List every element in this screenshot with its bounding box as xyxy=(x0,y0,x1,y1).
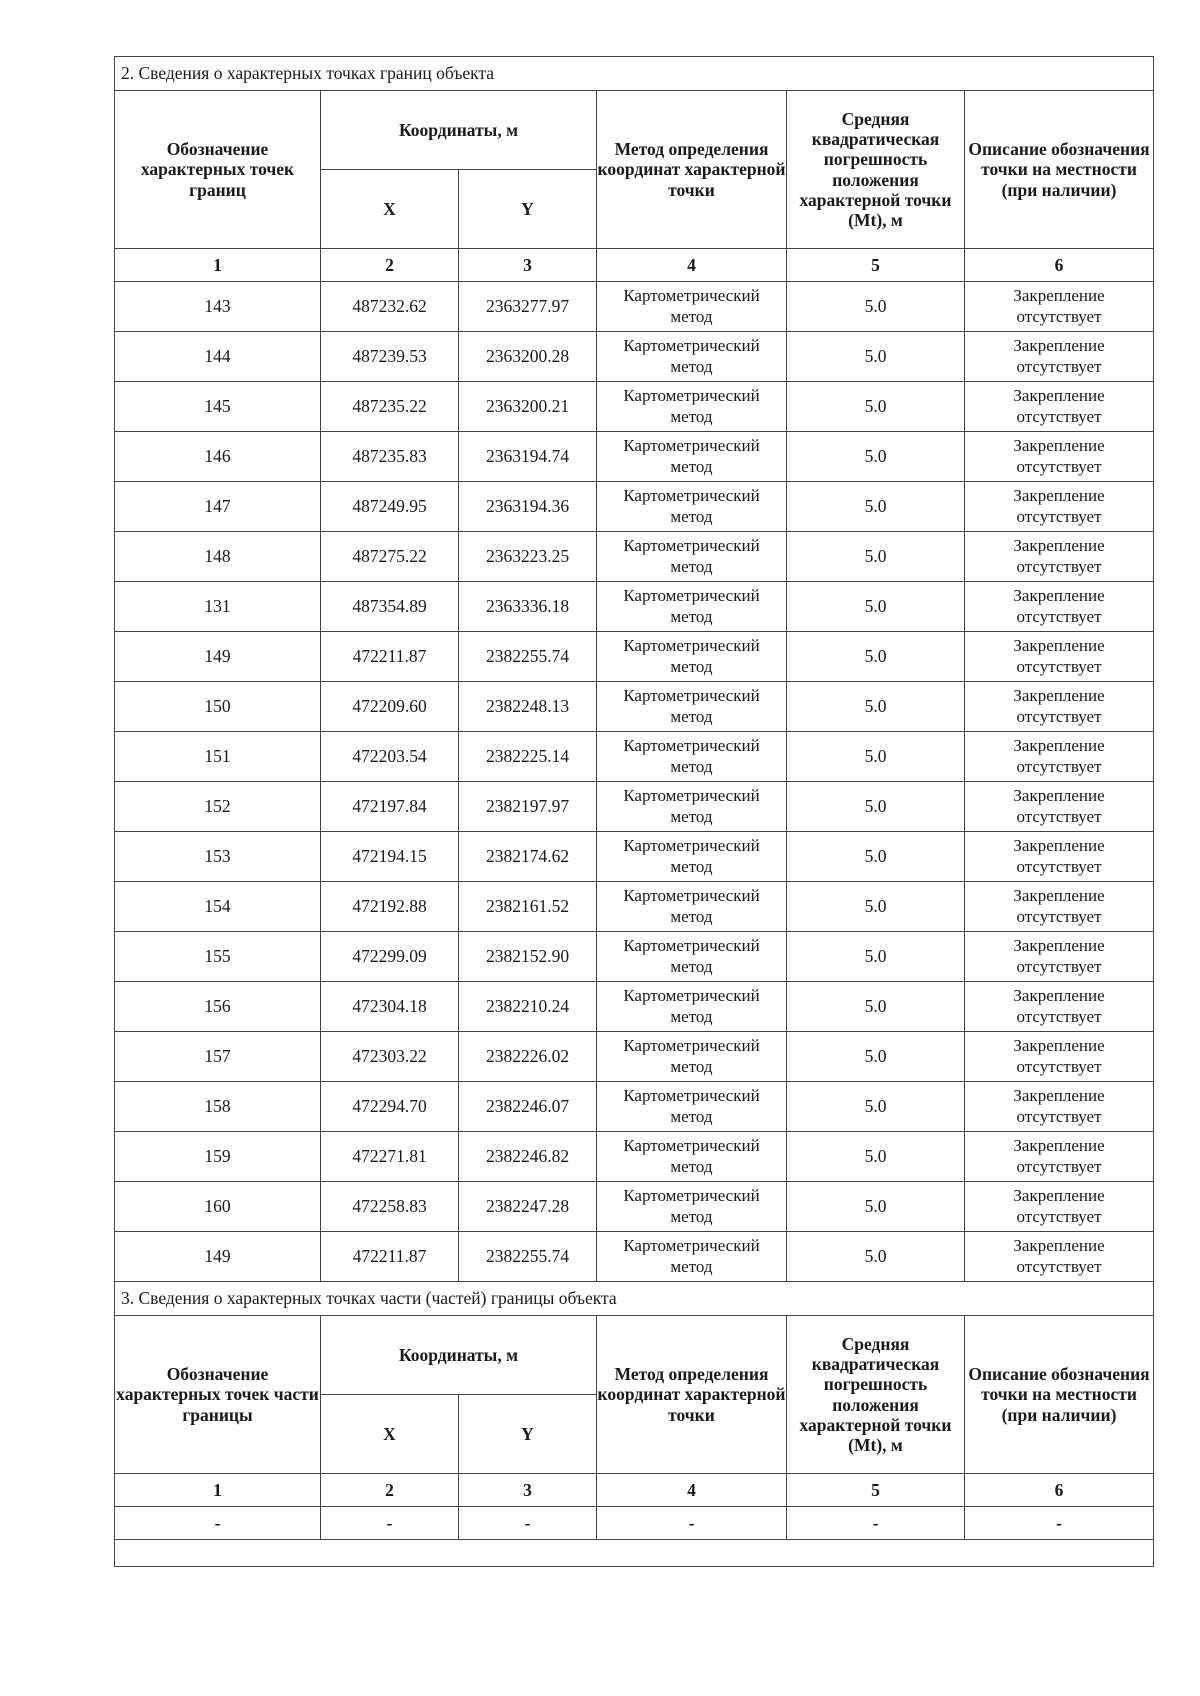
method-cell-line: метод xyxy=(670,306,713,326)
method-cell-line: метод xyxy=(670,356,713,376)
header-accuracy: Средняя квадратическая погрешность положения характерной точки (Mt), м xyxy=(787,1316,965,1474)
coord-y-cell: 2382152.90 xyxy=(459,932,597,982)
header-y: Y xyxy=(459,1395,597,1474)
accuracy-cell: 5.0 xyxy=(787,782,965,832)
point-number-cell: 160 xyxy=(115,1182,321,1232)
coord-y-cell: 2363200.21 xyxy=(459,382,597,432)
header-designation: Обозначение характерных точек части границы xyxy=(115,1316,321,1474)
method-cell-line: Картометрический xyxy=(623,1136,760,1156)
coord-x-cell: 472303.22 xyxy=(321,1032,459,1082)
coord-x-cell: 487235.22 xyxy=(321,382,459,432)
coord-y-cell: 2382246.07 xyxy=(459,1082,597,1132)
method-cell-line: метод xyxy=(670,1006,713,1026)
coord-y-cell: 2382161.52 xyxy=(459,882,597,932)
description-cell-line: отсутствует xyxy=(1016,406,1102,426)
header-method: Метод определения координат характерной точки xyxy=(597,91,787,249)
column-number: 2 xyxy=(321,1474,459,1507)
method-cell xyxy=(597,1232,787,1282)
accuracy-cell: 5.0 xyxy=(787,382,965,432)
header-x: X xyxy=(321,170,459,249)
description-cell-line: отсутствует xyxy=(1016,1256,1102,1276)
method-cell xyxy=(597,732,787,782)
description-cell-line: отсутствует xyxy=(1016,1056,1102,1076)
description-cell-line: отсутствует xyxy=(1016,556,1102,576)
method-cell xyxy=(597,1082,787,1132)
method-cell xyxy=(597,432,787,482)
method-cell-line: метод xyxy=(670,706,713,726)
method-cell-line: метод xyxy=(670,1156,713,1176)
method-cell xyxy=(597,582,787,632)
accuracy-cell: 5.0 xyxy=(787,482,965,532)
empty-cell: - xyxy=(787,1507,965,1540)
method-cell xyxy=(597,682,787,732)
description-cell-line: Закрепление xyxy=(1013,886,1105,906)
table-row xyxy=(115,932,1154,982)
section2-column-numbers xyxy=(115,249,1154,282)
coord-x-cell: 487354.89 xyxy=(321,582,459,632)
description-cell xyxy=(965,1132,1154,1182)
description-cell-line: отсутствует xyxy=(1016,356,1102,376)
accuracy-cell: 5.0 xyxy=(787,732,965,782)
description-cell xyxy=(965,1082,1154,1132)
method-cell-line: Картометрический xyxy=(623,1236,760,1256)
method-cell-line: Картометрический xyxy=(623,336,760,356)
table-row xyxy=(115,382,1154,432)
coord-x-cell: 487249.95 xyxy=(321,482,459,532)
point-number-cell: 148 xyxy=(115,532,321,582)
column-number: 3 xyxy=(459,1474,597,1507)
coord-x-cell: 472299.09 xyxy=(321,932,459,982)
description-cell-line: отсутствует xyxy=(1016,1106,1102,1126)
description-cell-line: Закрепление xyxy=(1013,386,1105,406)
method-cell xyxy=(597,1032,787,1082)
coord-y-cell: 2382248.13 xyxy=(459,682,597,732)
method-cell-line: метод xyxy=(670,1106,713,1126)
method-cell-line: Картометрический xyxy=(623,386,760,406)
method-cell xyxy=(597,532,787,582)
description-cell xyxy=(965,1032,1154,1082)
coord-y-cell: 2382174.62 xyxy=(459,832,597,882)
point-number-cell: 147 xyxy=(115,482,321,532)
section3-column-numbers xyxy=(115,1474,1154,1507)
description-cell-line: Закрепление xyxy=(1013,1186,1105,1206)
section2-header-row-1 xyxy=(115,91,1154,170)
header-description: Описание обозначения точки на местности (при наличии) xyxy=(965,91,1154,249)
description-cell-line: Закрепление xyxy=(1013,1236,1105,1256)
coord-y-cell: 2382246.82 xyxy=(459,1132,597,1182)
description-cell-line: отсутствует xyxy=(1016,1156,1102,1176)
coord-x-cell: 472304.18 xyxy=(321,982,459,1032)
table-row xyxy=(115,1182,1154,1232)
method-cell xyxy=(597,982,787,1032)
description-cell-line: Закрепление xyxy=(1013,836,1105,856)
coord-x-cell: 472271.81 xyxy=(321,1132,459,1182)
table-footer-cell xyxy=(115,1540,1154,1567)
coord-x-cell: 472192.88 xyxy=(321,882,459,932)
method-cell-line: Картометрический xyxy=(623,986,760,1006)
point-number-cell: 146 xyxy=(115,432,321,482)
column-number: 1 xyxy=(115,1474,321,1507)
description-cell-line: отсутствует xyxy=(1016,1006,1102,1026)
coord-x-cell: 487239.53 xyxy=(321,332,459,382)
accuracy-cell: 5.0 xyxy=(787,832,965,882)
accuracy-cell: 5.0 xyxy=(787,1032,965,1082)
description-cell-line: отсутствует xyxy=(1016,606,1102,626)
description-cell xyxy=(965,382,1154,432)
method-cell xyxy=(597,882,787,932)
table-row xyxy=(115,832,1154,882)
column-number: 5 xyxy=(787,249,965,282)
method-cell-line: метод xyxy=(670,906,713,926)
point-number-cell: 143 xyxy=(115,282,321,332)
table-row xyxy=(115,332,1154,382)
method-cell xyxy=(597,482,787,532)
coord-y-cell: 2363194.36 xyxy=(459,482,597,532)
method-cell-line: метод xyxy=(670,956,713,976)
header-accuracy: Средняя квадратическая погрешность положения характерной точки (Mt), м xyxy=(787,91,965,249)
description-cell xyxy=(965,282,1154,332)
accuracy-cell: 5.0 xyxy=(787,332,965,382)
accuracy-cell: 5.0 xyxy=(787,432,965,482)
method-cell-line: Картометрический xyxy=(623,486,760,506)
point-number-cell: 149 xyxy=(115,1232,321,1282)
description-cell xyxy=(965,332,1154,382)
method-cell xyxy=(597,782,787,832)
column-number: 4 xyxy=(597,249,787,282)
coord-x-cell: 472197.84 xyxy=(321,782,459,832)
description-cell xyxy=(965,632,1154,682)
section2-title-row xyxy=(115,57,1154,91)
coord-y-cell: 2363277.97 xyxy=(459,282,597,332)
header-description: Описание обозначения точки на местности (при наличии) xyxy=(965,1316,1154,1474)
header-y: Y xyxy=(459,170,597,249)
table-row xyxy=(115,682,1154,732)
section3-empty-row xyxy=(115,1507,1154,1540)
description-cell-line: отсутствует xyxy=(1016,306,1102,326)
section2-title: 2. Сведения о характерных точках границ объекта xyxy=(115,57,1154,91)
description-cell-line: отсутствует xyxy=(1016,806,1102,826)
point-number-cell: 154 xyxy=(115,882,321,932)
point-number-cell: 131 xyxy=(115,582,321,632)
method-cell xyxy=(597,382,787,432)
description-cell-line: Закрепление xyxy=(1013,286,1105,306)
description-cell-line: Закрепление xyxy=(1013,936,1105,956)
table-row xyxy=(115,632,1154,682)
table-row xyxy=(115,532,1154,582)
method-cell-line: метод xyxy=(670,1256,713,1276)
description-cell-line: отсутствует xyxy=(1016,706,1102,726)
method-cell-line: Картометрический xyxy=(623,536,760,556)
method-cell-line: Картометрический xyxy=(623,636,760,656)
point-number-cell: 152 xyxy=(115,782,321,832)
description-cell-line: Закрепление xyxy=(1013,786,1105,806)
column-number: 3 xyxy=(459,249,597,282)
table-row xyxy=(115,482,1154,532)
method-cell-line: метод xyxy=(670,806,713,826)
section3-header-row-1 xyxy=(115,1316,1154,1395)
coord-x-cell: 472203.54 xyxy=(321,732,459,782)
coord-x-cell: 472194.15 xyxy=(321,832,459,882)
table-row xyxy=(115,1232,1154,1282)
description-cell-line: отсутствует xyxy=(1016,506,1102,526)
point-number-cell: 145 xyxy=(115,382,321,432)
method-cell-line: Картометрический xyxy=(623,586,760,606)
point-number-cell: 151 xyxy=(115,732,321,782)
table-row xyxy=(115,582,1154,632)
column-number: 5 xyxy=(787,1474,965,1507)
empty-cell: - xyxy=(965,1507,1154,1540)
coord-x-cell: 472294.70 xyxy=(321,1082,459,1132)
method-cell-line: Картометрический xyxy=(623,786,760,806)
coord-x-cell: 487275.22 xyxy=(321,532,459,582)
coord-x-cell: 472258.83 xyxy=(321,1182,459,1232)
empty-cell: - xyxy=(115,1507,321,1540)
accuracy-cell: 5.0 xyxy=(787,982,965,1032)
accuracy-cell: 5.0 xyxy=(787,1182,965,1232)
header-coordinates: Координаты, м xyxy=(321,91,597,170)
method-cell-line: метод xyxy=(670,756,713,776)
description-cell-line: отсутствует xyxy=(1016,656,1102,676)
accuracy-cell: 5.0 xyxy=(787,282,965,332)
method-cell-line: Картометрический xyxy=(623,1036,760,1056)
method-cell-line: Картометрический xyxy=(623,736,760,756)
coord-x-cell: 487232.62 xyxy=(321,282,459,332)
point-number-cell: 150 xyxy=(115,682,321,732)
accuracy-cell: 5.0 xyxy=(787,1232,965,1282)
method-cell-line: метод xyxy=(670,1056,713,1076)
method-cell-line: Картометрический xyxy=(623,936,760,956)
method-cell-line: Картометрический xyxy=(623,286,760,306)
coord-y-cell: 2382247.28 xyxy=(459,1182,597,1232)
header-coordinates: Координаты, м xyxy=(321,1316,597,1395)
table-row xyxy=(115,282,1154,332)
point-number-cell: 159 xyxy=(115,1132,321,1182)
accuracy-cell: 5.0 xyxy=(787,1132,965,1182)
table-row xyxy=(115,432,1154,482)
description-cell xyxy=(965,932,1154,982)
method-cell xyxy=(597,1182,787,1232)
coord-y-cell: 2382210.24 xyxy=(459,982,597,1032)
method-cell-line: метод xyxy=(670,606,713,626)
accuracy-cell: 5.0 xyxy=(787,1082,965,1132)
accuracy-cell: 5.0 xyxy=(787,632,965,682)
description-cell xyxy=(965,832,1154,882)
coord-y-cell: 2363223.25 xyxy=(459,532,597,582)
description-cell-line: отсутствует xyxy=(1016,906,1102,926)
coord-x-cell: 472209.60 xyxy=(321,682,459,732)
description-cell xyxy=(965,732,1154,782)
coord-y-cell: 2363194.74 xyxy=(459,432,597,482)
description-cell-line: отсутствует xyxy=(1016,856,1102,876)
method-cell xyxy=(597,632,787,682)
table-row xyxy=(115,982,1154,1032)
coord-y-cell: 2382225.14 xyxy=(459,732,597,782)
method-cell-line: Картометрический xyxy=(623,836,760,856)
accuracy-cell: 5.0 xyxy=(787,682,965,732)
description-cell-line: Закрепление xyxy=(1013,736,1105,756)
document-sheet xyxy=(114,56,1153,1567)
section3-title-row xyxy=(115,1282,1154,1316)
description-cell-line: отсутствует xyxy=(1016,756,1102,776)
description-cell-line: Закрепление xyxy=(1013,336,1105,356)
table-footer-row xyxy=(115,1540,1154,1567)
coord-x-cell: 487235.83 xyxy=(321,432,459,482)
method-cell-line: метод xyxy=(670,406,713,426)
description-cell-line: Закрепление xyxy=(1013,536,1105,556)
description-cell xyxy=(965,582,1154,632)
header-x: X xyxy=(321,1395,459,1474)
column-number: 6 xyxy=(965,1474,1154,1507)
point-number-cell: 153 xyxy=(115,832,321,882)
coord-x-cell: 472211.87 xyxy=(321,1232,459,1282)
column-number: 1 xyxy=(115,249,321,282)
table-row xyxy=(115,1132,1154,1182)
coord-y-cell: 2363200.28 xyxy=(459,332,597,382)
table-row xyxy=(115,782,1154,832)
description-cell-line: Закрепление xyxy=(1013,486,1105,506)
method-cell-line: метод xyxy=(670,456,713,476)
method-cell-line: Картометрический xyxy=(623,686,760,706)
empty-cell: - xyxy=(459,1507,597,1540)
method-cell-line: метод xyxy=(670,556,713,576)
description-cell-line: Закрепление xyxy=(1013,636,1105,656)
method-cell-line: Картометрический xyxy=(623,1186,760,1206)
header-method: Метод определения координат характерной точки xyxy=(597,1316,787,1474)
description-cell-line: Закрепление xyxy=(1013,986,1105,1006)
description-cell-line: Закрепление xyxy=(1013,686,1105,706)
description-cell xyxy=(965,882,1154,932)
description-cell-line: отсутствует xyxy=(1016,956,1102,976)
description-cell-line: Закрепление xyxy=(1013,1086,1105,1106)
column-number: 4 xyxy=(597,1474,787,1507)
coord-y-cell: 2382255.74 xyxy=(459,1232,597,1282)
accuracy-cell: 5.0 xyxy=(787,582,965,632)
point-number-cell: 156 xyxy=(115,982,321,1032)
method-cell-line: Картометрический xyxy=(623,1086,760,1106)
method-cell-line: Картометрический xyxy=(623,436,760,456)
empty-cell: - xyxy=(597,1507,787,1540)
point-number-cell: 149 xyxy=(115,632,321,682)
empty-cell: - xyxy=(321,1507,459,1540)
description-cell-line: отсутствует xyxy=(1016,456,1102,476)
coord-y-cell: 2382226.02 xyxy=(459,1032,597,1082)
point-number-cell: 158 xyxy=(115,1082,321,1132)
description-cell xyxy=(965,982,1154,1032)
method-cell-line: Картометрический xyxy=(623,886,760,906)
header-designation: Обозначение характерных точек границ xyxy=(115,91,321,249)
description-cell xyxy=(965,1182,1154,1232)
description-cell-line: Закрепление xyxy=(1013,1136,1105,1156)
coord-y-cell: 2363336.18 xyxy=(459,582,597,632)
table-row xyxy=(115,732,1154,782)
description-cell-line: Закрепление xyxy=(1013,586,1105,606)
point-number-cell: 155 xyxy=(115,932,321,982)
accuracy-cell: 5.0 xyxy=(787,532,965,582)
section3-title: 3. Сведения о характерных точках части (частей) границы объекта xyxy=(115,1282,1154,1316)
description-cell xyxy=(965,532,1154,582)
method-cell-line: метод xyxy=(670,1206,713,1226)
coord-x-cell: 472211.87 xyxy=(321,632,459,682)
table-row xyxy=(115,1082,1154,1132)
column-number: 6 xyxy=(965,249,1154,282)
point-number-cell: 157 xyxy=(115,1032,321,1082)
method-cell xyxy=(597,1132,787,1182)
accuracy-cell: 5.0 xyxy=(787,882,965,932)
description-cell xyxy=(965,482,1154,532)
method-cell xyxy=(597,832,787,882)
description-cell xyxy=(965,682,1154,732)
coord-y-cell: 2382255.74 xyxy=(459,632,597,682)
description-cell xyxy=(965,432,1154,482)
method-cell-line: метод xyxy=(670,656,713,676)
description-cell xyxy=(965,782,1154,832)
description-cell-line: Закрепление xyxy=(1013,1036,1105,1056)
accuracy-cell: 5.0 xyxy=(787,932,965,982)
table-row xyxy=(115,1032,1154,1082)
method-cell xyxy=(597,932,787,982)
method-cell-line: метод xyxy=(670,506,713,526)
description-cell-line: отсутствует xyxy=(1016,1206,1102,1226)
method-cell xyxy=(597,332,787,382)
coordinates-table xyxy=(114,56,1154,1567)
table-row xyxy=(115,882,1154,932)
description-cell xyxy=(965,1232,1154,1282)
method-cell-line: метод xyxy=(670,856,713,876)
coord-y-cell: 2382197.97 xyxy=(459,782,597,832)
point-number-cell: 144 xyxy=(115,332,321,382)
method-cell xyxy=(597,282,787,332)
column-number: 2 xyxy=(321,249,459,282)
section2-rows xyxy=(115,282,1154,1282)
description-cell-line: Закрепление xyxy=(1013,436,1105,456)
